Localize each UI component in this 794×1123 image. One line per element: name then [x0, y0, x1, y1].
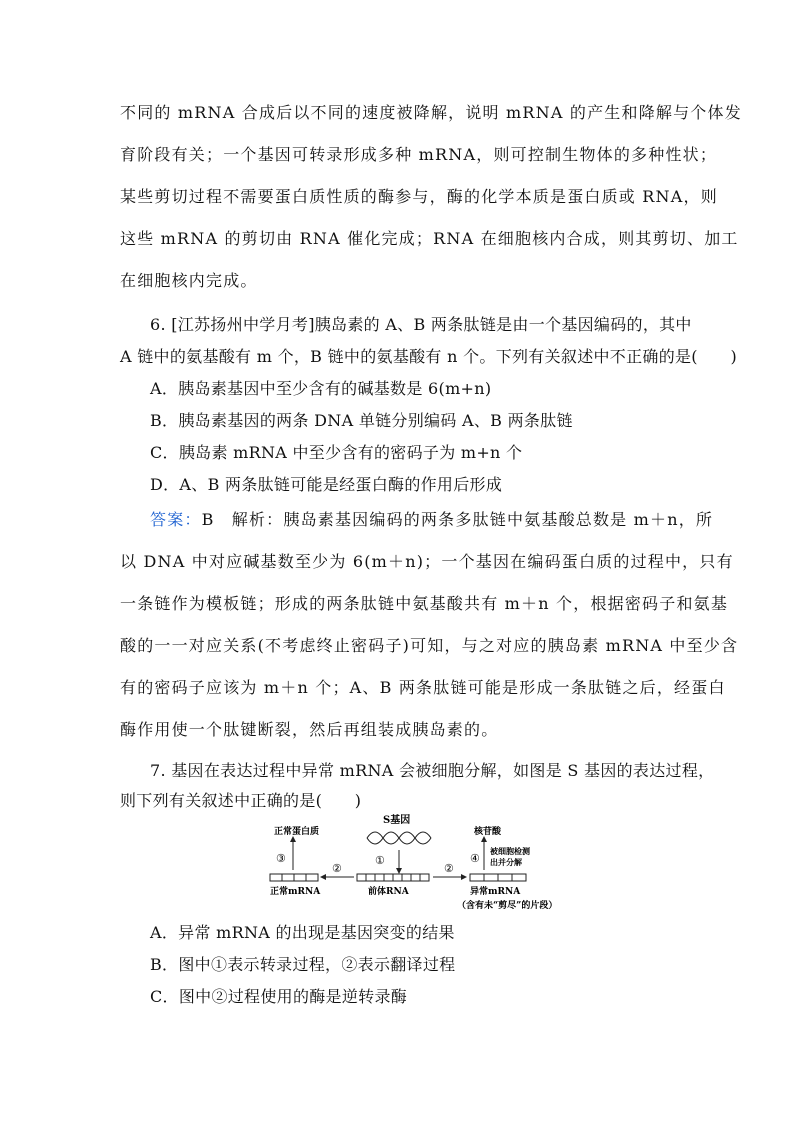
- normal-mrna-label: 正常mRNA: [270, 887, 321, 897]
- nucleotide-label: 核苷酸: [474, 827, 502, 837]
- step-2-right-label: ②: [444, 862, 454, 875]
- q6-stem-line-1: 6. [江苏扬州中学月考]胰岛素的 A、B 两条肽链是由一个基因编码的，其中: [150, 315, 692, 334]
- q6-analysis-line-5: 酶作用使一个肽键断裂，然后再组装成胰岛素的。: [120, 720, 499, 739]
- q6-option-a: A．胰岛素基因中至少含有的碱基数是 6(m+n): [150, 379, 492, 398]
- q7-stem-line-1: 7. 基因在表达过程中异常 mRNA 会被细胞分解，如图是 S 基因的表达过程，: [150, 761, 715, 780]
- step-3-label: ③: [276, 852, 286, 865]
- para5-line-4: 这些 mRNA 的剪切由 RNA 催化完成；RNA 在细胞核内合成，则其剪切、加工: [120, 229, 739, 248]
- s-gene-expression-diagram: [262, 812, 572, 914]
- normal-protein-label: 正常蛋白质: [274, 827, 320, 837]
- q7-option-c: C．图中②过程使用的酶是逆转录酶: [150, 987, 408, 1006]
- q7-option-b: B．图中①表示转录过程，②表示翻译过程: [150, 955, 456, 974]
- q6-analysis-line-2: 一条链作为模板链；形成的两条肽链中氨基酸共有 m＋n 个，根据密码子和氨基: [120, 594, 729, 613]
- precursor-rna-label: 前体RNA: [368, 887, 409, 897]
- q6-analysis-line-4: 有的密码子应该为 m＋n 个；A、B 两条肽链可能是形成一条肽链之后，经蛋白: [120, 678, 726, 697]
- dna-strand-2: [367, 832, 431, 844]
- q6-option-d: D．A、B 两条肽链可能是经蛋白酶的作用后形成: [150, 475, 503, 494]
- q6-analysis-line-1: 以 DNA 中对应碱基数至少为 6(m＋n)；一个基因在编码蛋白质的过程中，只有: [120, 552, 734, 571]
- q6-stem-line-2: A 链中的氨基酸有 m 个，B 链中的氨基酸有 n 个。下列有关叙述中不正确的是( ): [120, 347, 737, 366]
- answer-text: B 解析：胰岛素基因编码的两条多肽链中氨基酸总数是 m＋n，所: [201, 510, 714, 529]
- abnormal-mrna-note: （含有未“剪尽”的片段）: [457, 901, 558, 911]
- para5-line-3: 某些剪切过程不需要蛋白质性质的酶参与，酶的化学本质是蛋白质或 RNA，则: [120, 187, 718, 206]
- step-4-label: ④: [470, 852, 480, 865]
- q7-option-a: A．异常 mRNA 的出现是基因突变的结果: [150, 923, 455, 942]
- para5-line-5: 在细胞核内完成。: [120, 271, 258, 290]
- q6-analysis-line-3: 酸的一一对应关系(不考虑终止密码子)可知，与之对应的胰岛素 mRNA 中至少含: [120, 636, 739, 655]
- answer-tag: 答案：: [150, 510, 202, 529]
- q6-option-c: C．胰岛素 mRNA 中至少含有的密码子为 m+n 个: [150, 443, 523, 462]
- step-2-left-label: ②: [332, 862, 342, 875]
- abnormal-mrna-bar: [470, 874, 526, 881]
- q6-answer-line: [150, 507, 713, 530]
- q6-option-b: B．胰岛素基因的两条 DNA 单链分别编码 A、B 两条肽链: [150, 411, 573, 430]
- s-gene-label: S基因: [383, 815, 411, 826]
- para5-line-1: 不同的 mRNA 合成后以不同的速度被降解，说明 mRNA 的产生和降解与个体发: [120, 103, 742, 122]
- degrade-text-1: 被细胞检测: [490, 846, 530, 856]
- abnormal-mrna-label: 异常mRNA: [470, 887, 521, 897]
- para5-line-2: 育阶段有关；一个基因可转录形成多种 mRNA，则可控制生物体的多种性状；: [120, 145, 718, 164]
- q7-stem-line-2: 则下列有关叙述中正确的是( ): [120, 791, 362, 810]
- normal-mrna-bar: [270, 874, 318, 881]
- degrade-text-2: 出并分解: [490, 857, 522, 867]
- precursor-rna-bar: [357, 874, 429, 881]
- step-1-label: ①: [375, 854, 385, 867]
